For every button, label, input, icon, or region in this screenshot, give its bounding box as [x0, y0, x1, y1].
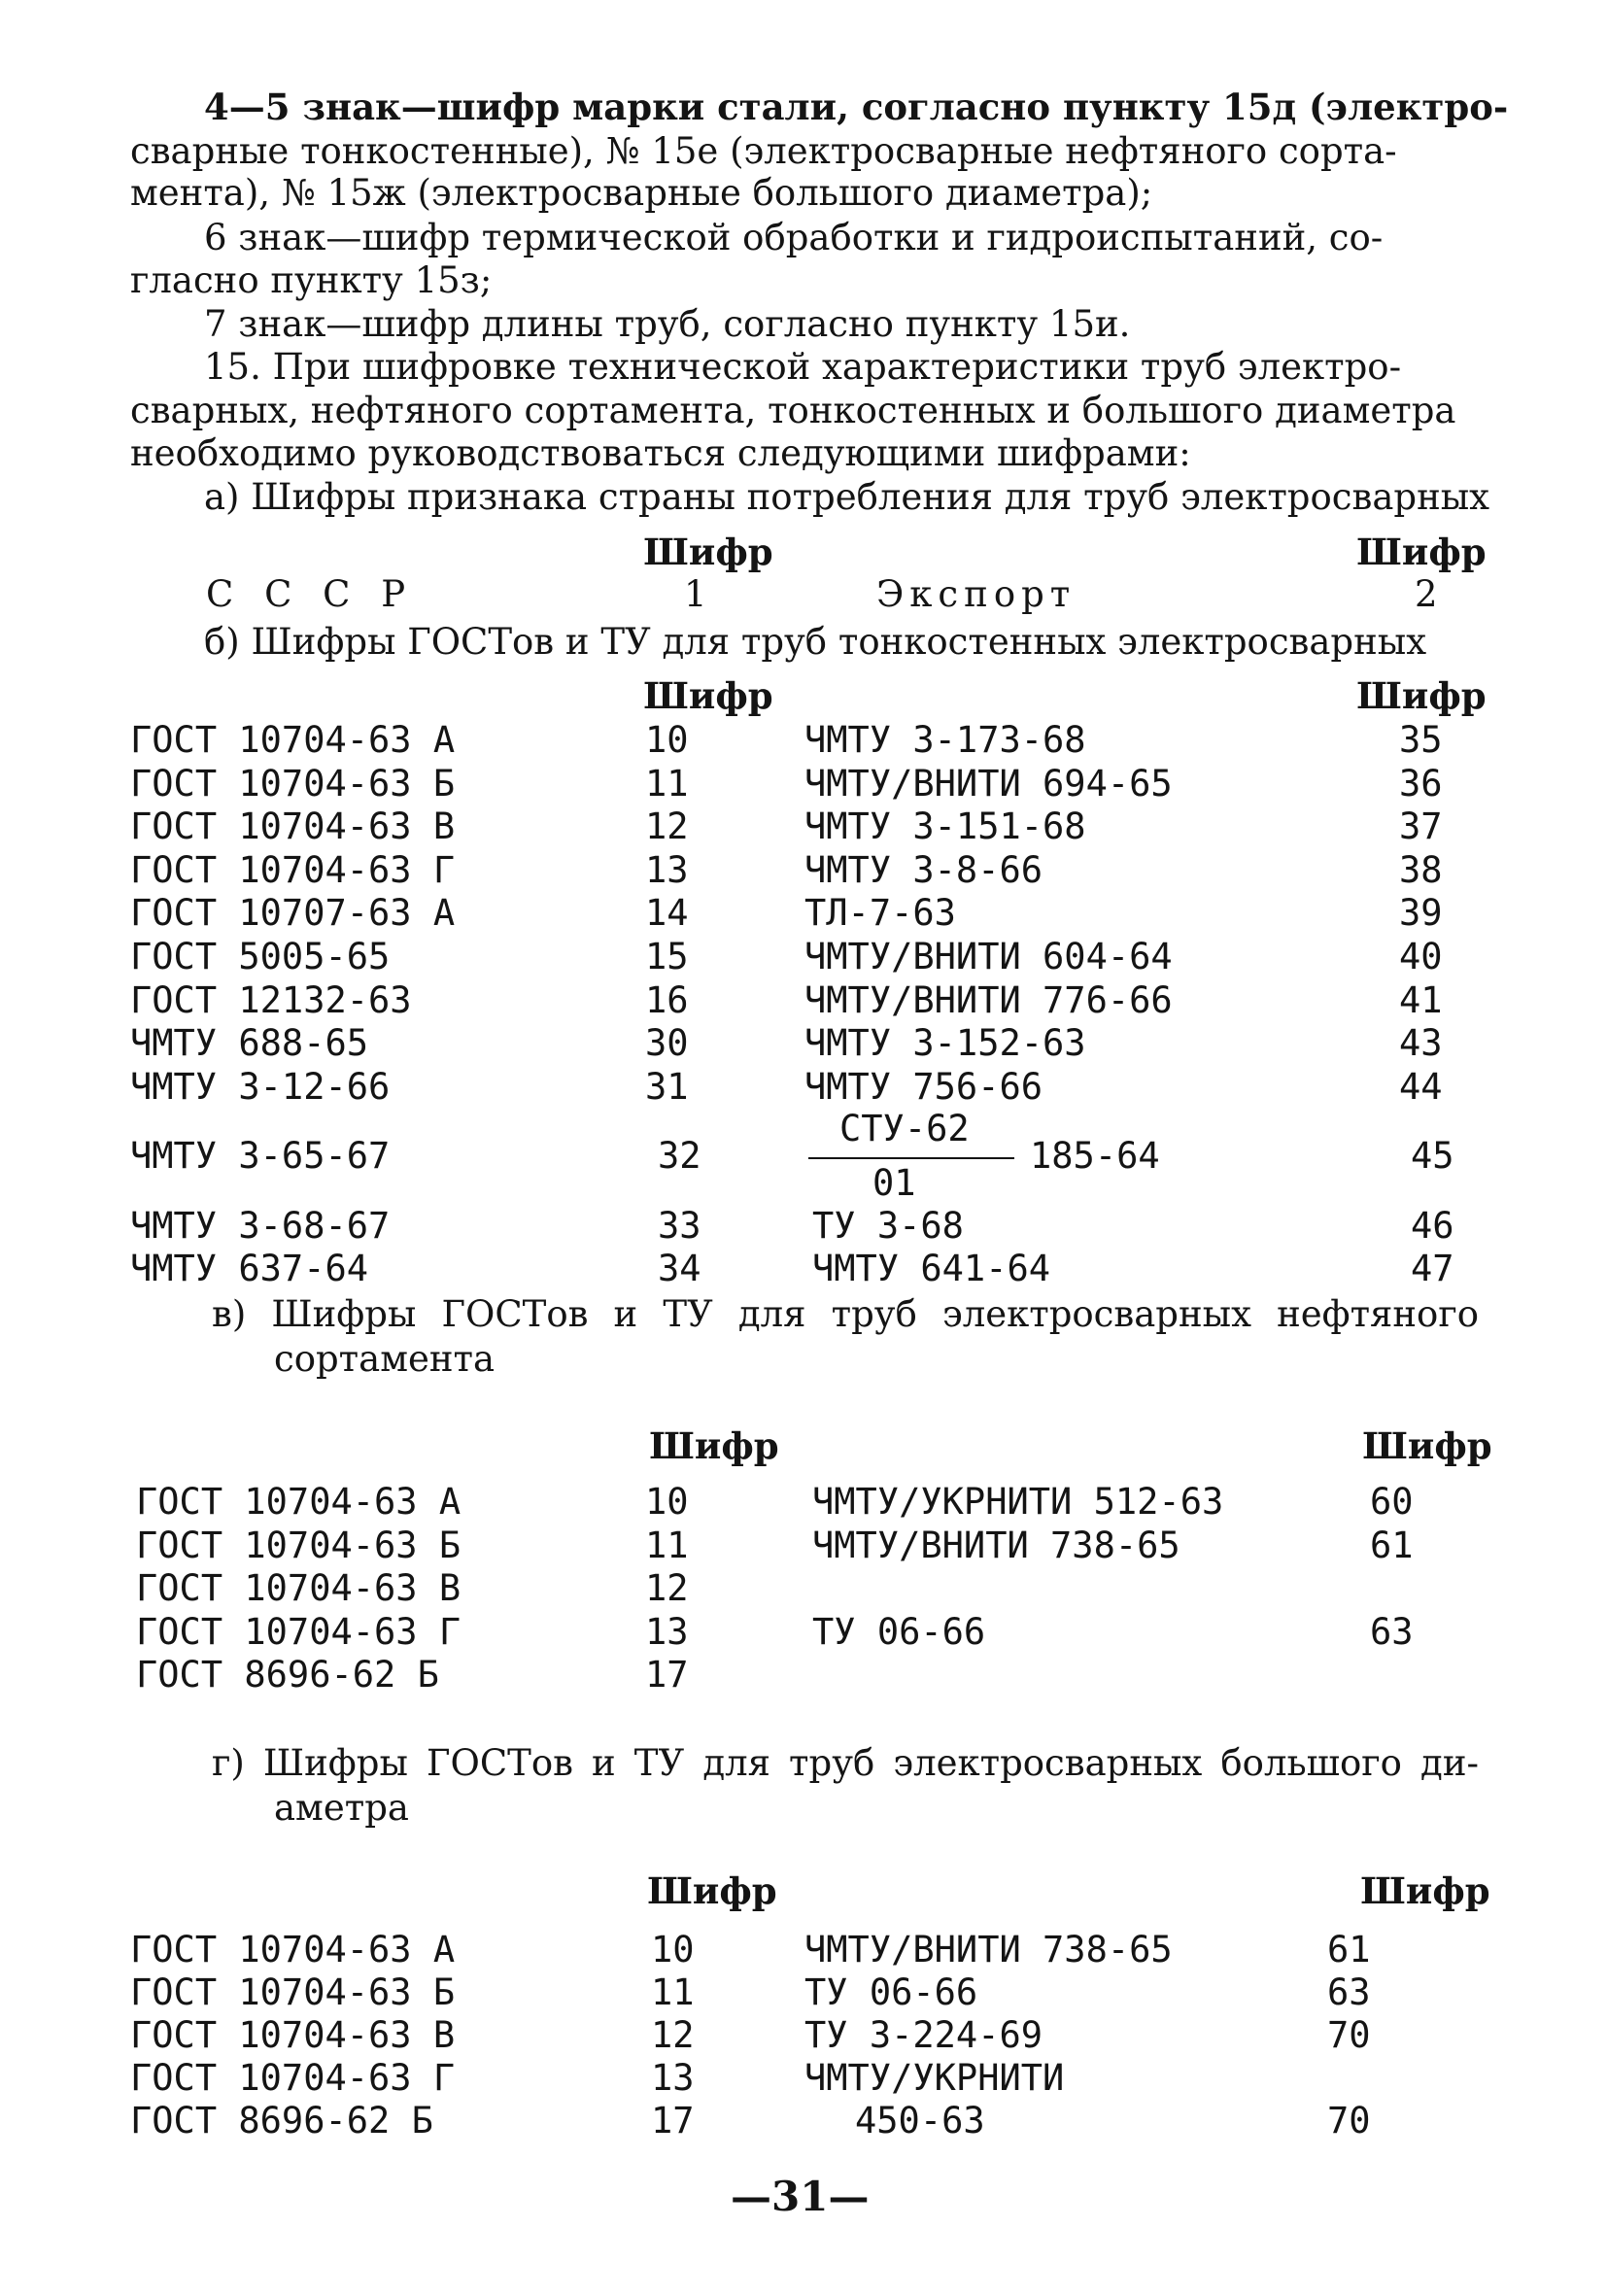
row-code: 12: [651, 2014, 695, 2056]
row-name2: Экспорт: [876, 573, 1077, 615]
row-code2: 43: [1399, 1022, 1443, 1065]
row-name2: ЧМТУ/ВНИТИ 738-65: [804, 1929, 1173, 1970]
table-row: [0, 763, 1607, 805]
row-name2: ЧМТУ 641-64: [812, 1248, 1051, 1289]
row-name: ГОСТ 10704-63 В: [130, 805, 456, 848]
section-b-title: б) Шифры ГОСТов и ТУ для труб тонкостенных электросварных: [204, 621, 1427, 663]
row-name2: ЧМТУ/ВНИТИ 604-64: [804, 936, 1173, 977]
row-code: 15: [645, 936, 689, 977]
row-code: 12: [645, 805, 689, 848]
row-code2: 63: [1327, 1971, 1371, 2013]
row-name: ГОСТ 10704-63 А: [136, 1481, 462, 1523]
table-row: [0, 805, 1607, 848]
intro-line-9: необходимо руководствоваться следующими шифрами:: [130, 432, 1191, 474]
row-code: 13: [645, 848, 689, 891]
section-d-header-right: Шифр: [1360, 1869, 1490, 1912]
row-code: 10: [651, 1929, 695, 1970]
row-name: ГОСТ 10704-63 Б: [136, 1524, 462, 1566]
table-row: [0, 1248, 1607, 1290]
table-row: [0, 1611, 1607, 1654]
section-c-title-line2: сортамента: [274, 1338, 496, 1380]
row-code: 33: [658, 1205, 701, 1247]
table-row: [0, 2014, 1607, 2057]
row-code2: 45: [1411, 1135, 1454, 1177]
fraction-suffix: 185-64: [1030, 1135, 1160, 1177]
row-name2: ЧМТУ/ВНИТИ 738-65: [812, 1524, 1180, 1566]
row-name: ГОСТ 10704-63 А: [130, 1929, 456, 1970]
row-code2: 40: [1399, 936, 1443, 977]
intro-line-2: сварные тонкостенные), № 15е (электросварные нефтяного сорта-: [130, 130, 1397, 172]
section-b-header-left: Шифр: [643, 674, 773, 717]
row-name: ЧМТУ 688-65: [130, 1022, 369, 1065]
row-name: ГОСТ 5005-65: [130, 936, 391, 977]
table-row: [0, 892, 1607, 935]
row-name2: ЧМТУ/УКРНИТИ: [804, 2057, 1065, 2099]
row-name: ЧМТУ 3-65-67: [130, 1135, 391, 1177]
row-code2: 36: [1399, 762, 1443, 805]
section-c-title-line1: в) Шифры ГОСТов и ТУ для труб электросварных нефтяного: [212, 1293, 1479, 1335]
row-name: ГОСТ 10707-63 А: [130, 892, 456, 935]
intro-line-7: 15. При шифровке технической характеристики труб электро-: [204, 346, 1402, 388]
row-name: ГОСТ 10704-63 Б: [130, 762, 456, 805]
row-name: ГОСТ 10704-63 Г: [136, 1610, 462, 1653]
row-code2: 60: [1370, 1481, 1414, 1523]
row-code: 11: [651, 1971, 695, 2013]
table-row: [0, 1525, 1607, 1567]
section-a-header-right: Шифр: [1356, 531, 1487, 573]
table-row: [0, 1481, 1607, 1524]
row-name: ГОСТ 10704-63 Г: [130, 848, 456, 891]
table-row: [0, 936, 1607, 978]
row-name2: ЧМТУ 3-8-66: [804, 848, 1043, 891]
row-code: 11: [645, 1524, 689, 1566]
row-name: ГОСТ 10704-63 В: [130, 2014, 456, 2056]
row-name: ГОСТ 12132-63: [130, 978, 412, 1021]
row-name: ГОСТ 8696-62 Б: [136, 1654, 439, 1696]
row-name2: ЧМТУ 3-152-63: [804, 1022, 1086, 1065]
row-code2: 61: [1370, 1524, 1414, 1566]
row-code2: 47: [1411, 1248, 1454, 1289]
table-row: [0, 1022, 1607, 1065]
intro-line-6: 7 знак—шифр длины труб, согласно пункту 15и.: [204, 303, 1131, 345]
section-c-header-right: Шифр: [1362, 1424, 1492, 1467]
row-name2: ТУ 3-68: [812, 1205, 964, 1247]
row-code: 16: [645, 978, 689, 1021]
intro-line-8: сварных, нефтяного сортамента, тонкостенных и большого диаметра: [130, 390, 1456, 431]
row-code: 13: [651, 2057, 695, 2099]
row-code: 32: [658, 1135, 701, 1177]
row-name: ГОСТ 10704-63 Б: [130, 1971, 456, 2013]
row-code: 30: [645, 1022, 689, 1065]
row-name: ГОСТ 10704-63 А: [130, 719, 456, 761]
table-row: [0, 719, 1607, 762]
row-code2: 38: [1399, 848, 1443, 891]
row-code: 10: [645, 719, 689, 761]
row-name2: ЧМТУ/ВНИТИ 694-65: [804, 762, 1173, 805]
row-code: 34: [658, 1248, 701, 1289]
row-code2: 39: [1399, 892, 1443, 935]
row-name2: ТУ 3-224-69: [804, 2014, 1043, 2056]
row-code2: 37: [1399, 805, 1443, 848]
row-code: 11: [645, 762, 689, 805]
row-code: 17: [645, 1654, 689, 1696]
row-name: ЧМТУ 637-64: [130, 1248, 369, 1289]
section-c-header-left: Шифр: [649, 1424, 779, 1467]
section-d-header-left: Шифр: [647, 1869, 777, 1912]
intro-line-3: мента), № 15ж (электросварные большого диаметра);: [130, 172, 1153, 214]
row-code: 17: [651, 2100, 695, 2142]
row-code: 31: [645, 1065, 689, 1108]
row-code: 12: [645, 1567, 689, 1609]
row-code2: 70: [1327, 2014, 1371, 2056]
page-number: —31—: [731, 2173, 870, 2220]
table-row: [0, 1066, 1607, 1109]
row-name2: ЧМТУ 756-66: [804, 1065, 1043, 1108]
table-row: [0, 1971, 1607, 2014]
fraction-numerator: СТУ-62: [839, 1108, 970, 1149]
row-code2: 70: [1327, 2100, 1371, 2142]
intro-line-1: 4—5 знак—шифр марки стали, согласно пункту 15д (электро-: [204, 86, 1509, 128]
row-code2: 41: [1399, 978, 1443, 1021]
row-code2: 2: [1415, 573, 1438, 615]
row-code: 1: [684, 573, 707, 615]
table-row: [0, 979, 1607, 1022]
row-name: С С С Р: [206, 573, 416, 615]
row-code2: 63: [1370, 1610, 1414, 1653]
row-name2: ТУ 06-66: [812, 1610, 986, 1653]
intro-line-5: гласно пункту 15з;: [130, 259, 493, 301]
row-name: ГОСТ 10704-63 Г: [130, 2057, 456, 2099]
table-row: [0, 573, 1607, 616]
row-code2: 44: [1399, 1065, 1443, 1108]
table-row: [0, 1135, 1607, 1178]
section-d-title-line2: аметра: [274, 1787, 409, 1829]
row-name: ЧМТУ 3-68-67: [130, 1205, 391, 1247]
section-b-header-right: Шифр: [1356, 674, 1487, 717]
row-code2: 46: [1411, 1205, 1454, 1247]
row-name: ГОСТ 10704-63 В: [136, 1567, 462, 1609]
table-row: [0, 2057, 1607, 2100]
section-d-title-line1: г) Шифры ГОСТов и ТУ для труб электросварных большого ди-: [212, 1742, 1479, 1784]
section-a-title: а) Шифры признака страны потребления для труб электросварных: [204, 476, 1490, 518]
row-name2: 450-63: [855, 2100, 985, 2142]
row-name2: ЧМТУ/УКРНИТИ 512-63: [812, 1481, 1224, 1523]
fraction-bar: [808, 1157, 1014, 1159]
row-code2: 35: [1399, 719, 1443, 761]
table-row: [0, 1567, 1607, 1610]
table-row: [0, 1205, 1607, 1248]
table-row: [0, 2100, 1607, 2142]
row-code2: 61: [1327, 1929, 1371, 1970]
row-name2: ТЛ-7-63: [804, 892, 956, 935]
row-name: ГОСТ 8696-62 Б: [130, 2100, 433, 2142]
fraction-denominator: 01: [872, 1162, 916, 1204]
row-name2: ЧМТУ/ВНИТИ 776-66: [804, 978, 1173, 1021]
row-name2: ЧМТУ 3-173-68: [804, 719, 1086, 761]
intro-line-4: 6 знак—шифр термической обработки и гидроиспытаний, со-: [204, 217, 1384, 258]
row-code: 14: [645, 892, 689, 935]
row-name2: ЧМТУ 3-151-68: [804, 805, 1086, 848]
section-a-header-left: Шифр: [643, 531, 773, 573]
row-code: 13: [645, 1610, 689, 1653]
row-name2: ТУ 06-66: [804, 1971, 978, 2013]
table-row: [0, 1654, 1607, 1696]
row-name: ЧМТУ 3-12-66: [130, 1065, 391, 1108]
table-row: [0, 1929, 1607, 1971]
row-code: 10: [645, 1481, 689, 1523]
table-row: [0, 849, 1607, 892]
